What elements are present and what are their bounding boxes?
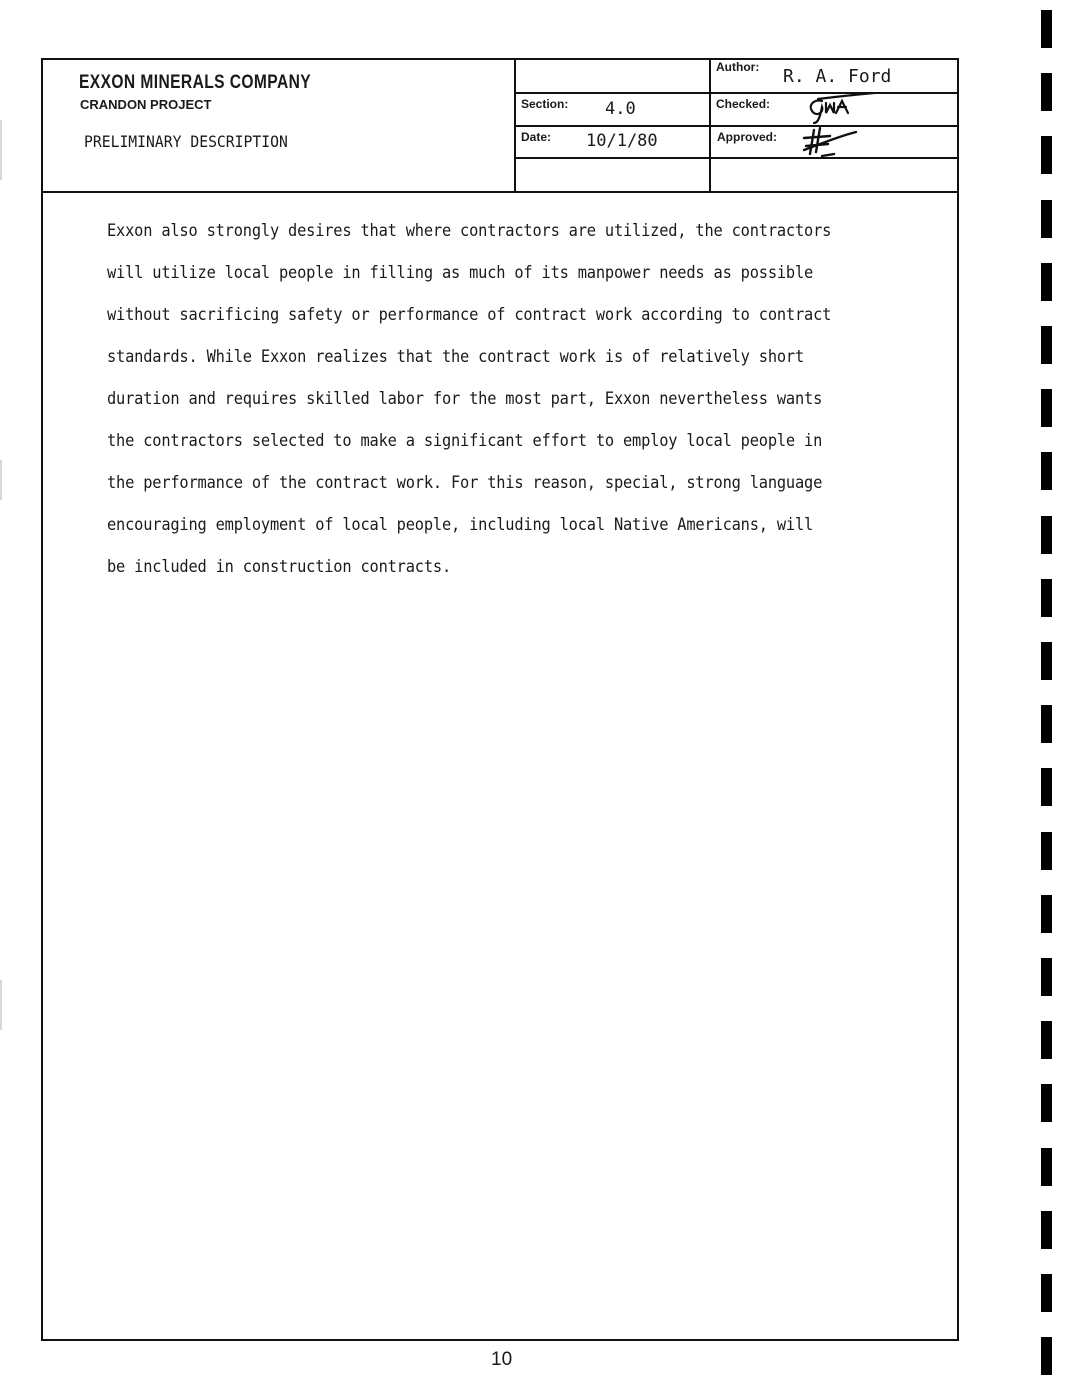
binding-mark (1041, 768, 1052, 806)
binding-mark (1041, 1274, 1052, 1312)
scan-edge-mark (0, 980, 2, 1030)
body-line: be included in construction contracts. (107, 557, 451, 576)
date-value: 10/1/80 (586, 131, 658, 151)
scan-edge-mark (0, 120, 2, 180)
section-label: Section: (521, 97, 569, 111)
binding-mark (1041, 452, 1052, 490)
body-paragraph (107, 210, 947, 588)
author-label: Author: (716, 60, 760, 74)
date-label: Date: (521, 130, 552, 144)
binding-mark (1041, 136, 1052, 174)
binding-mark (1041, 10, 1052, 48)
binding-mark (1041, 389, 1052, 427)
checked-signature-mark (800, 93, 880, 125)
binding-mark (1041, 1084, 1052, 1122)
body-line: without sacrificing safety or performance of contract work according to contract (107, 305, 832, 324)
binding-mark (1041, 642, 1052, 680)
binding-mark (1041, 326, 1052, 364)
binding-mark (1041, 1148, 1052, 1186)
binding-mark (1041, 1211, 1052, 1249)
checked-label: Checked: (716, 97, 771, 111)
body-line: encouraging employment of local people, including local Native Americans, will (107, 515, 814, 534)
company-name: EXXON MINERALS COMPANY (79, 72, 312, 93)
document-type: PRELIMINARY DESCRIPTION (84, 132, 288, 151)
binding-mark (1041, 73, 1052, 111)
grid-row-line-1 (514, 92, 959, 94)
author-value: R. A. Ford (783, 66, 892, 87)
body-line: the performance of the contract work. For this reason, special, strong language (107, 473, 823, 492)
approved-label: Approved: (717, 130, 777, 144)
body-line: duration and requires skilled labor for the most part, Exxon nevertheless wants (107, 389, 823, 408)
body-line: will utilize local people in filling as much of its manpower needs as possible (107, 263, 814, 282)
project-name: CRANDON PROJECT (80, 97, 212, 112)
section-value: 4.0 (605, 99, 636, 119)
body-line: Exxon also strongly desires that where contractors are utilized, the contractors (107, 221, 832, 240)
binding-mark (1041, 958, 1052, 996)
binding-mark (1041, 579, 1052, 617)
grid-row-line-2 (514, 125, 959, 127)
binding-mark (1041, 1021, 1052, 1059)
grid-row-line-3 (514, 157, 959, 159)
binding-mark (1041, 516, 1052, 554)
binding-mark (1041, 263, 1052, 301)
body-line: the contractors selected to make a significant effort to employ local people in (107, 431, 823, 450)
binding-mark (1041, 1337, 1052, 1375)
binding-mark (1041, 705, 1052, 743)
binding-mark (1041, 895, 1052, 933)
body-line: standards. While Exxon realizes that the contract work is of relatively short (107, 347, 805, 366)
page-number: 10 (491, 1349, 513, 1370)
binding-mark (1041, 200, 1052, 238)
binding-mark (1041, 832, 1052, 870)
approved-signature-mark (800, 124, 870, 160)
scan-edge-mark (0, 460, 2, 500)
